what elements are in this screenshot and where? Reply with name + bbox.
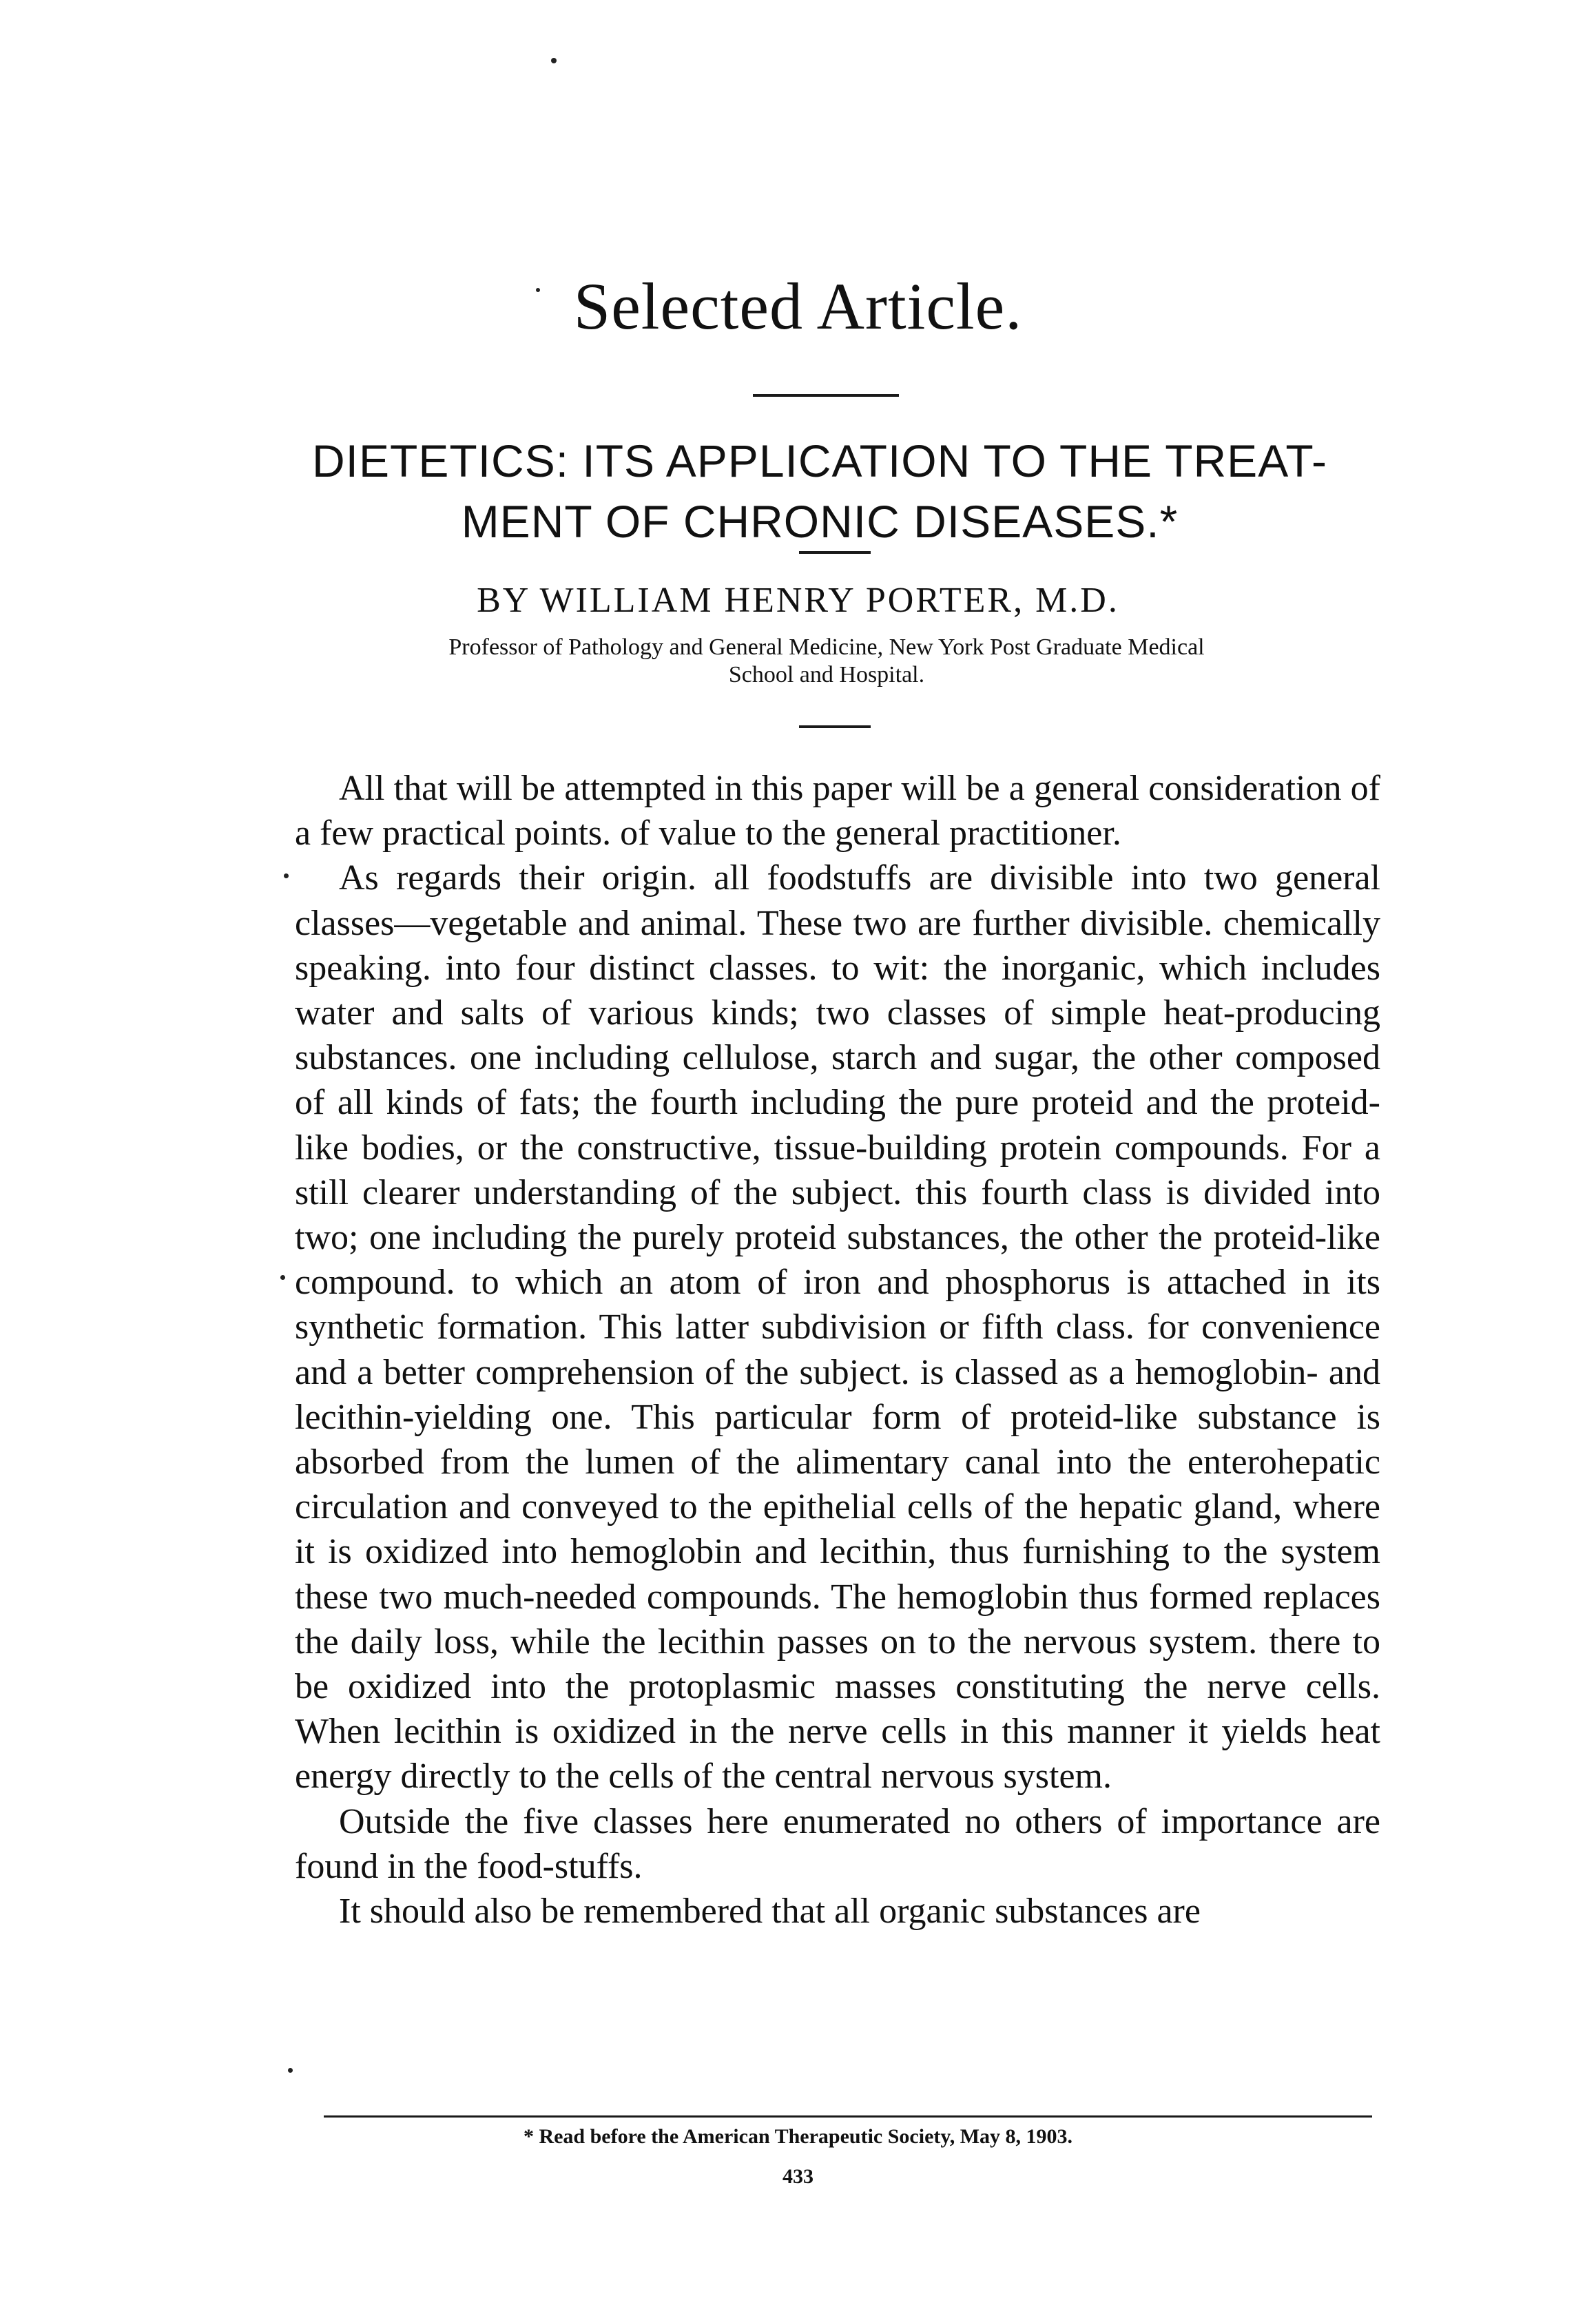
page-number: 433 (783, 2165, 813, 2188)
paragraph-3: Outside the five classes here enumerated no others of importance are found in the food-stuffs. (295, 1801, 1380, 1886)
paragraph-4: It should also be remembered that all organic substances are (339, 1892, 1201, 1932)
author-affiliation (289, 634, 1364, 689)
affiliation-line-1: Professor of Pathology and General Medicine, New York Post Graduate Medical (448, 634, 1205, 660)
paragraph-1: All that will be attempted in this paper will be a general consideration of a few practical points. of value to the general practitioner. (295, 769, 1380, 853)
rule-under-heading (753, 394, 899, 397)
rule-under-title (799, 551, 871, 554)
article-title-line-1: DIETETICS: ITS APPLICATION TO THE TREAT- (312, 435, 1327, 486)
affiliation-line-2: School and Hospital. (728, 662, 925, 687)
footnote: * Read before the American Therapeutic Society, May 8, 1903. (523, 2125, 1073, 2148)
section-heading: Selected Article. (573, 269, 1023, 343)
speck-mark-top (551, 58, 557, 63)
article-title (269, 431, 1371, 552)
article-title-line-2: MENT OF CHRONIC DISEASES.* (461, 496, 1179, 547)
footnote-rule (324, 2115, 1372, 2118)
paragraph-2: As regards their origin. all foodstuffs are divisible into two general classes—vegetable and animal. These two are further divisible. chemically speaking. into four distinct classes. to wit: the inorganic, which includes water and salts of various kinds; two classes of simple heat-producing substances. one including cellulose, starch and sugar, the other composed of all kinds of fats; the fourth including the pure proteid and the proteid-like bodies, or the constructive, tissue-building protein compounds. For a still clearer understanding of the subject. this fourth class is divided into two; one including the purely proteid substances, the other the proteid-like compound. to which an atom of iron and phosphorus is attached in its synthetic formation. This latter subdivision or fifth class. for convenience and a better comprehension of the subject. is classed as a hemoglobin- and lecithin-yielding one. This particular form of proteid-like substance is absorbed from the lumen of the alimentary canal into the enterohepatic circulation and conveyed to the epithelial cells of the hepatic gland, where it is oxidized into hemoglobin and lecithin, thus furnishing to the system these two much-needed compounds. The hemoglobin thus formed replaces the daily loss, while the lecithin passes on to the nervous system. there to be oxidized into the protoplasmic masses constituting the nerve cells. When lecithin is oxidized in the nerve cells in this manner it yields heat energy directly to the cells of the central nervous system. (295, 858, 1380, 1797)
margin-mark-3 (288, 2068, 293, 2073)
margin-mark-1 (284, 873, 289, 878)
rule-under-affiliation (799, 725, 871, 728)
author-byline: BY WILLIAM HENRY PORTER, M.D. (477, 581, 1119, 620)
margin-mark-2 (280, 1275, 285, 1280)
article-body (295, 766, 1380, 1934)
